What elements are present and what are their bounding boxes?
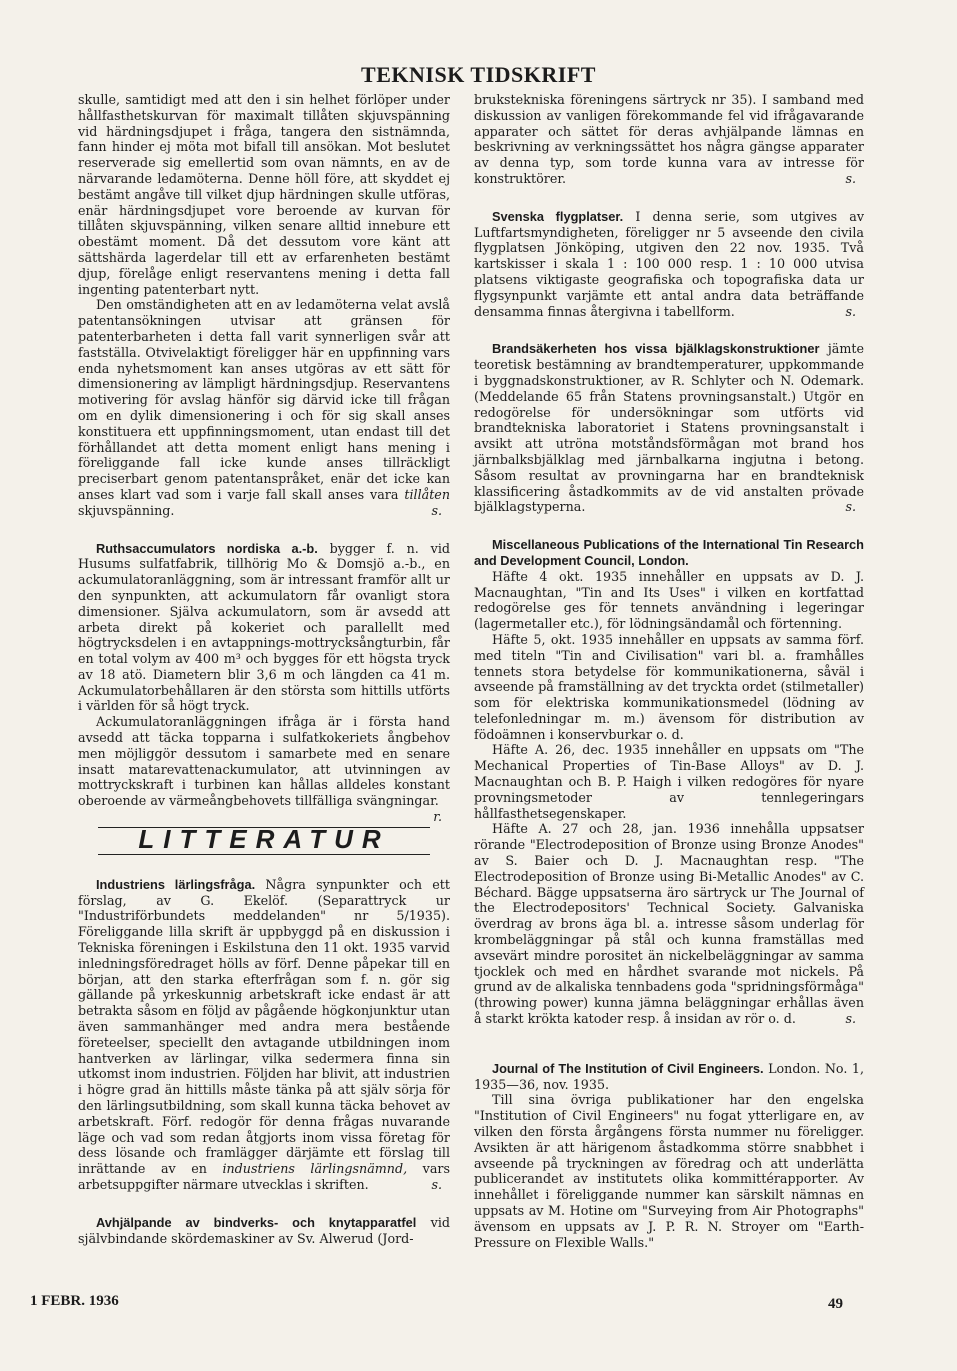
signature: r. [433, 809, 442, 825]
bindverk-review: Avhjälpande av bindverks- och knytapparatfel vid självbindande skördemaskiner av Sv. Alwerud (Jord- [78, 1214, 450, 1246]
tin-haefte-5: Häfte 5, okt. 1935 innehåller en uppsats av samma förf. med titeln "Tin and Civilisation" vari bl. a. framhålles tennets stora betydelse för kommunikationerna, såväl i avseende på framställning av det tryckta ordet (stilmetaller) som för elektriska kommunikationsmedel (lödning av telefonledningar m. m.) ävensom för distribution av födoämnen i konservburkar o. d. [474, 631, 864, 742]
article-heading: Industriens lärlingsfråga. [96, 876, 256, 892]
tin-haefte-4: Häfte 4 okt. 1935 innehåller en uppsats av D. J. Macnaughtan, "Tin and Its Uses" i vilken en kortfattad redogörelse ges för tennets användning i legeringar (lagermetaller etc.), för lödningsändamål och förtenning. [474, 568, 864, 632]
tin-haefte-a26: Häfte A. 26, dec. 1935 innehåller en uppsats om "The Mechanical Properties of Tin-Base Alloys" av D. J. Macnaughtan och B. P. Haigh i vilken redogöres för nyare provningsmetoder av tennlegeringars hållfasthetsegenskaper. [474, 742, 864, 821]
ruths-article: Ruthsaccumulators nordiska a.-b. bygger f. n. vid Husums sulfatfabrik, tillhörig Mo & Domsjö a.-b., en ackumulatoranläggning, som är intressant framför allt ur den synpunkten, att ackumulatorn får ovanligt stora dimensioner. Själva ackumulatorn, som är avsedd att arbeta direkt på kokeriet och parallellt med högtrycksdelen i en avtappnings-mottrycksångturbin, får en total volym av 400 m³ och bygges för ett högsta tryck av 18 atö. Diametern blir 3,6 m och längden ca 41 m. Ackumulatorbehållaren är den största som hittills utförts i världen för så högt tryck. [78, 540, 450, 714]
signature: s. [845, 499, 856, 515]
signature: s. [431, 502, 442, 518]
tin-haefte-a27: Häfte A. 27 och 28, jan. 1936 innehålla uppsatser rörande "Electrodeposition of Bronze using Bronze Anodes" av S. Baier och D. J. Macnaughtan resp. "The Electrodeposition of Bronze using Bi-Metallic Anodes" av C. Béchard. Bägge uppsatserna äro särtryck ur The Journal of the Electrodepositors' Technical Society. Galvaniska överdrag av brons äga bl. a. intresse såsom underlag för krombeläggningar på stål och kunna framställas med avsevärt mindre porositet än nickelbeläggningar av samma tjocklek och med en hårdhet svarande mot nickels. På grund av de alkaliska tennbadens goda "spridningsförmåga" (throwing power) kunna jämna beläggningar erhållas även å starkt krökta katoder resp. å insidan av rör o. d. s. [474, 821, 864, 1027]
signature: s. [845, 303, 856, 319]
accumulator-paragraph: Ackumulatoranläggningen ifråga är i första hand avsedd att täcka topparna i sulfatkokeriets ångbehov men möjliggör dessutom i samarbete med en senare insatt matarevattenackumulator, att utvinningen av mottryckskraft i turbinen kan hållas alldeles konstant oberoende av värmeångbehovets tillfälliga svängningar. r. [78, 714, 450, 825]
article-heading: Ruthsaccumulators nordiska a.-b. [96, 540, 318, 556]
tin-research-heading [474, 537, 864, 569]
left-column [78, 92, 450, 1246]
journal-title: TEKNISK TIDSKRIFT [361, 62, 596, 87]
larlingsfraga-review: Industriens lärlingsfråga. Några synpunkter och ett förslag, av G. Ekelöf. (Separattryck ur "Industriförbundets meddelanden" nr 5/1935). Föreliggande lilla skrift är uppbyggd på en diskussion i Tekniska föreningen i Eskilstuna den 11 okt. 1935 varvid inledningsföredraget hölls av förf. Denne påpekar till en början, att den starka efterfrågan som f. n. gör sig gällande på yrkeskunnig arbetskraft icke endast är att betrakta såsom en följd av pågående högkonjunktur utan även sammanhänger med andra mera bestående företeelser, speciellt den avtagande utbildningen inom hantverken av lärlingar, vilka sedermera finna sin utkomst inom industrien. Följden har blivit, att industrien i högre grad än hittills måste tänka på att själv sörja för den lärlingsutbildning, som skall kunna täcka behovet av arbetskraft. Förf. redogör för denna frågas nuvarande läge och vad som redan åtgjorts inom vissa företag för dess lösande och framlägger därjämte ett förslag till inrättande av en industriens lärlingsnämnd, vars arbetsuppgifter närmare utvecklas i skriften. s. [78, 876, 450, 1192]
civil-engineers-body: Till sina övriga publikationer har den engelska "Institution of Civil Engineers" nu fogat ytterligare en, av vilken den första årgångens första nummer nu föreligger. Avsikten är att härigenom åstadkomma större snabbhet i avseende på tryckningen av föredrag och att underlätta publicerandet av institutets olika kommittérapporter. Av innehållet i föreliggande nummer kan särskilt nämnas en uppsats av M. Hotine om "Surveying from Air Photographs" ävensom en uppsats av J. P. R. N. Stroyer om "Earth-Pressure on Flexible Walls." [474, 1092, 864, 1250]
article-heading: Avhjälpande av bindverks- och knytapparatfel [96, 1214, 417, 1230]
section-title-litteratur: LITTERATUR [98, 827, 430, 855]
bindverk-continuation: brukstekniska föreningens särtryck nr 35). I samband med diskussion av vanligen förekommande fel vid ifrågavarande apparater och sättet för deras avhjälpande lämnas en beskrivning av verkningssättet hos några gängse apparater av denna typ, som torde kunna vara av intresse för konstruktörer. s. [474, 92, 864, 186]
brandsakerhet-review: Brandsäkerheten hos vissa bjälklagskonstruktioner jämte teoretisk bestämning av brandtemperaturer, uppkommande i byggnadskonstruktioner, av R. Schlyter och N. Odemark. (Meddelande 65 från Statens provningsanstalt.) Utgör en redogörelse för undersökningar som utförts vid brandtekniska laboratoriet i Statens provningsanstalt i avsikt att utröna motståndsförmågan mot brand hos järnbalksbjälklag med järnbalkarna ingjutna i betong. Såsom resultat av provningarna har en brandteknisk klassificering åstadkommits av de vid anstalten prövade bjälklagstyperna. s. [474, 341, 864, 515]
issue-date: 1 FEBR. 1936 [30, 1293, 119, 1309]
article-continuation: skulle, samtidigt med att den i sin helhet förlöper under hållfasthetskurvan för maximalt tillåten skjuvspänning vid härdningsdjupet i fråga, tangera den sistnämnda, fann hinder ej möta mot bifall till ansökan. Mot beslutet reserverade sig emellertid som ovan nämnts, en av de närvarande ledamöterna. Denne höll före, att skyddet ej bestämt angåve till vilket djup härdningen skulle utföras, enär härdningsdjupet vore beroende av kurvan för tillåten skjuvspänning, vilken senare alltid innebure ett obestämt moment. Då det dessutom vore känt att sättshärda lagerdelar till ett av erfarenheten bestämt djup, förelåge enligt reservantens mening i detta fall ingenting patenterbart nytt. [78, 92, 450, 297]
civil-engineers-review: Journal of The Institution of Civil Engineers. London. No. 1, 1935—36, nov. 1935. [474, 1060, 864, 1092]
page-number: 49 [828, 1296, 843, 1312]
signature: s. [845, 170, 856, 186]
article-heading: Svenska flygplatser. [492, 208, 624, 224]
signature: s. [431, 1177, 442, 1192]
article-heading: Journal of The Institution of Civil Engineers. [492, 1060, 764, 1076]
flygplatser-review: Svenska flygplatser. I denna serie, som utgives av Luftfartsmyndigheten, föreligger nr 5 avseende den civila flygplatsen Jönköping, utgiven den 22 nov. 1935. Två kartskisser i skala 1 : 100 000 resp. 1 : 10 000 utvisa platsens viktigaste geografiska och topografiska data ur flygsynpunkt varjämte ett antal andra data beträffande densamma finnas återgivna i tabellform. s. [474, 208, 864, 319]
right-column [474, 92, 864, 1250]
signature: s. [845, 1011, 856, 1027]
article-heading: Miscellaneous Publications of the International Tin Research and Development Council, London. [474, 537, 864, 568]
article-heading: Brandsäkerheten hos vissa bjälklagskonstruktioner [492, 341, 820, 357]
patent-discussion: Den omständigheten att en av ledamöterna velat avslå patentansökningen utvisar att gränsen för patenterbarheten i detta fall varit synnerligen svår att fastställa. Otvivelaktigt föreligger här en uppfinning vars enda nyhetsmoment kan anses utgöras av ett sätt för dimensionering av lämpligt härdningsdjup. Reservantens motivering för avslag hänför sig därvid icke till frågan om en dylik dimensionering i och för sig skall anses konstituera ett uppfinningsmoment, utan endast till det förhållandet att detta moment enligt hans mening i föreliggande fall icke kunde anses tillräckligt preciserbart genom patentanspråket, enär det icke kan anses klart vad som i varje fall skall anses vara tillåten skjuvspänning. s. [78, 297, 450, 518]
